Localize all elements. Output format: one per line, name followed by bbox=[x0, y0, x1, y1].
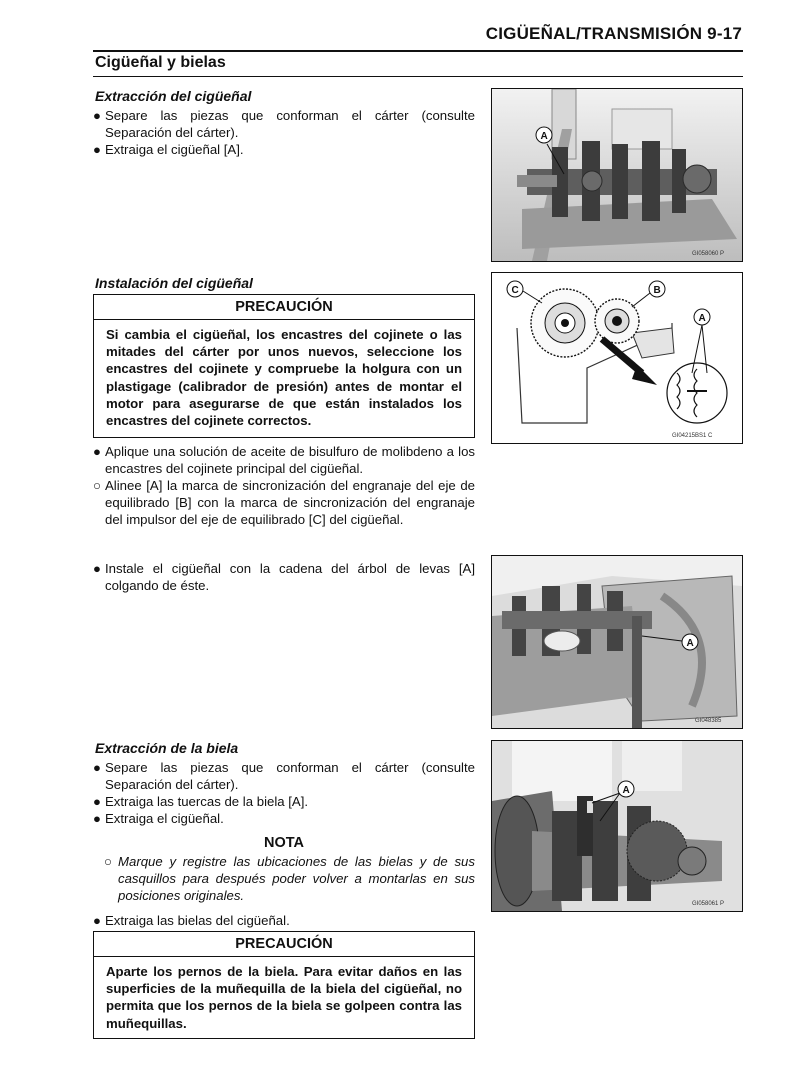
figure-cam-chain bbox=[491, 555, 743, 729]
s2-steps bbox=[93, 443, 475, 528]
caution-box bbox=[93, 931, 475, 1039]
figure-connecting-rod bbox=[491, 740, 743, 912]
caution-text: Aparte los pernos de la biela. Para evitar daños en las superficies de la muñequilla de la biela del cigüeñal, no permita que los pernos de la biela se golpeen contra las muñequillas. bbox=[106, 964, 462, 1031]
figure-callout-b: B bbox=[653, 285, 661, 296]
caution-title: PRECAUCIÓN bbox=[94, 295, 474, 320]
figure-code: GI04215BS1 C bbox=[672, 433, 713, 439]
figure-code: GI058060 P bbox=[692, 251, 725, 257]
list-item: ○ Alinee [A] la marca de sincronización del engranaje del eje de equilibrado [B] con la marca de sincronización del engranaje del impulsor del eje de equilibrado [C] del cigüeñal. bbox=[93, 478, 475, 527]
nota-note: ○ Marque y registre las ubicaciones de las bielas y de sus casquillos para después poder volver a montarlas en sus posiciones originales. bbox=[104, 854, 475, 904]
figure-crankshaft-removal bbox=[491, 88, 743, 262]
nota-title: NOTA bbox=[263, 835, 304, 851]
section-rule bbox=[93, 76, 743, 77]
s3-steps bbox=[93, 560, 475, 594]
list-item: ● Extraiga el cigüeñal [A]. bbox=[93, 142, 244, 157]
s2-title: Instalación del cigüeñal bbox=[95, 275, 253, 291]
list-item: ● Extraiga las tuercas de la biela [A]. bbox=[93, 794, 309, 809]
figure-code: GI048385 bbox=[695, 718, 722, 724]
figure-callout-a: A bbox=[698, 313, 706, 324]
header-rule bbox=[93, 50, 743, 52]
figure-timing-marks bbox=[491, 272, 743, 444]
s4-steps bbox=[93, 759, 475, 827]
list-item: ● Instale el cigüeñal con la cadena del árbol de levas [A] colgando de éste. bbox=[93, 561, 475, 593]
caution-title: PRECAUCIÓN bbox=[94, 932, 474, 957]
figure-callout-a: A bbox=[686, 638, 694, 649]
caution-text: Si cambia el cigüeñal, los encastres del cojinete o las mitades del cárter por unos nuevos, seleccione los encastres del cojinete y compruebe la holgura con un plastigage (calibrador de presión) antes de montar el motor para asegurarse de que están instalados los encastres del cojinete correctos. bbox=[106, 327, 462, 429]
list-item: ● Aplique una solución de aceite de bisulfuro de molibdeno a los encastres del cojinete principal del cigüeñal. bbox=[93, 444, 475, 476]
page-title: CIGÜEÑAL/TRANSMISIÓN 9-17 bbox=[485, 24, 742, 43]
list-item: ● Extraiga las bielas del cigüeñal. bbox=[93, 913, 290, 928]
s1-title: Extracción del cigüeñal bbox=[95, 88, 252, 104]
figure-callout-a: A bbox=[540, 131, 548, 142]
section-title: Cigüeñal y bielas bbox=[95, 54, 226, 71]
nota-text: Marque y registre las ubicaciones de las bielas y de sus casquillos para después poder volver a montarlas en sus posiciones originales. bbox=[118, 854, 475, 904]
s1-steps bbox=[93, 107, 475, 158]
figure-code: GI058061 P bbox=[692, 901, 725, 907]
list-item: ● Separe las piezas que conforman el cárter (consulte Separación del cárter). bbox=[93, 760, 475, 792]
caution-box bbox=[93, 294, 475, 438]
s4-title: Extracción de la biela bbox=[95, 740, 239, 756]
s4-step-after bbox=[93, 912, 475, 929]
list-item: ● Extraiga el cigüeñal. bbox=[93, 811, 224, 826]
list-item: ● Separe las piezas que conforman el cárter (consulte Separación del cárter). bbox=[93, 108, 475, 140]
figure-callout-c: C bbox=[511, 285, 519, 296]
figure-callout-a: A bbox=[622, 785, 630, 796]
